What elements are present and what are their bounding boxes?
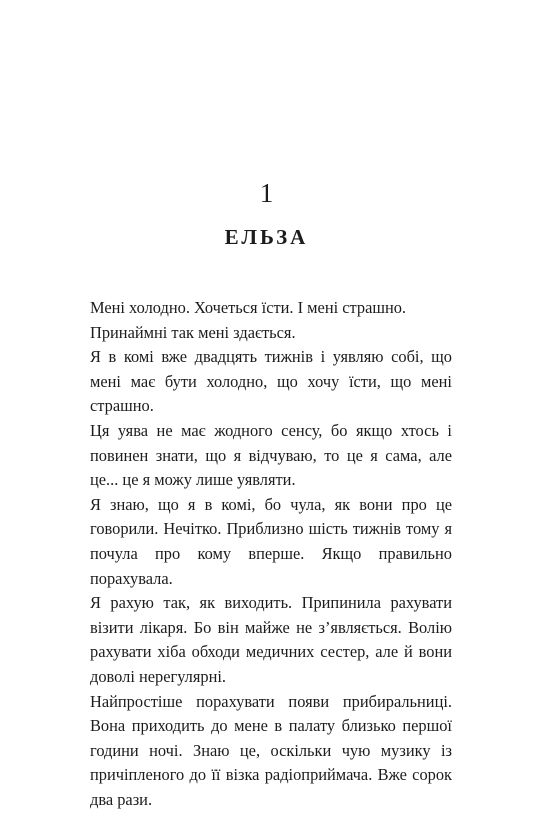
paragraph: Я рахую так, як виходить. Припинила рахувати візити лікаря. Бо він майже не з’являється. Волію рахувати хіба обходи медичних сестер, але й вони доволі нерегулярні. bbox=[90, 593, 452, 686]
chapter-body bbox=[90, 296, 452, 812]
paragraph: Ця уява не має жодного сенсу, бо якщо хтось і повинен знати, що я відчуваю, то це я сама, але це... це я можу лише уявляти. bbox=[90, 420, 452, 490]
paragraph: Принаймні так мені здається. bbox=[90, 322, 296, 342]
paragraph: Найпростіше порахувати появи прибиральниці. Вона приходить до мене в палату близько першої години ночі. Знаю це, оскільки чую музику із причіпленого до її візка радіоприймача. Вже сорок два рази. bbox=[90, 691, 452, 809]
paragraph: Я в комі вже двадцять тижнів і уявляю собі, що мені має бути холодно, що хочу їсти, що мені страшно. bbox=[90, 347, 452, 416]
chapter-title: ЕЛЬЗА bbox=[224, 225, 309, 249]
paragraph: Я знаю, що я в комі, бо чула, як вони про це говорили. Нечітко. Приблизно шість тижнів тому я почула про кому вперше. Якщо правильно порахувала. bbox=[90, 494, 452, 588]
chapter-number: 1 bbox=[259, 178, 274, 208]
paragraph: Мені холодно. Хочеться їсти. І мені страшно. bbox=[90, 298, 407, 317]
